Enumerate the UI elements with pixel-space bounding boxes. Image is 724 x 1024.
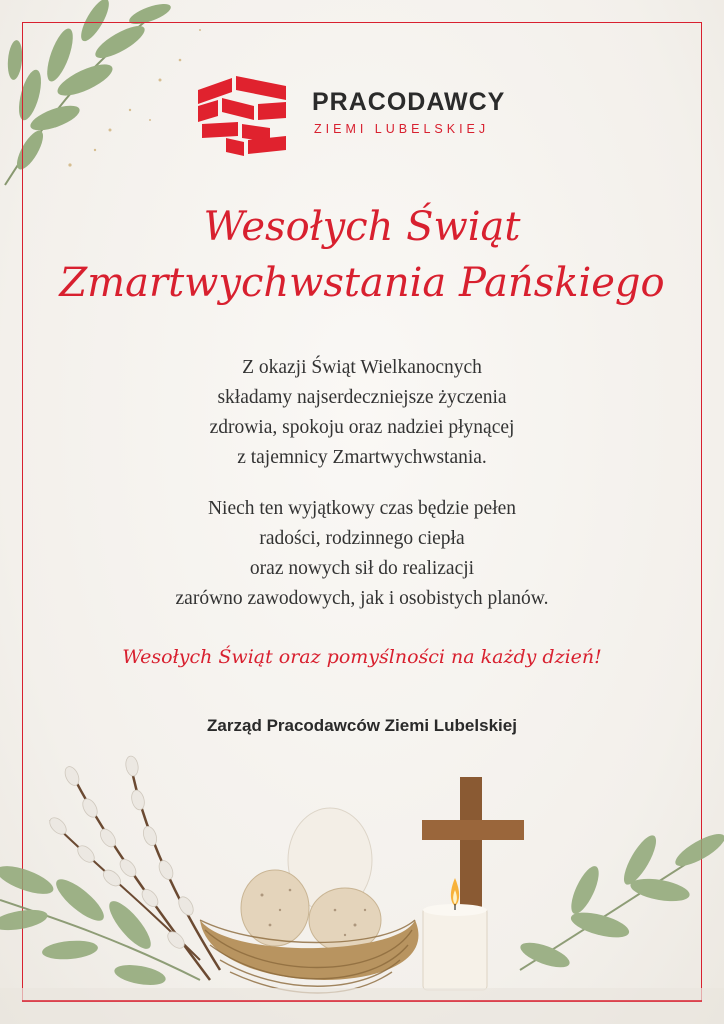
greeting-line-2: Zmartwychwstania Pańskiego [59, 260, 665, 306]
leaf-branch-icon [517, 828, 724, 972]
message-line: zdrowia, spokoju oraz nadziei płynącej [209, 417, 515, 438]
message-line: Niech ten wyjątkowy czas będzie pełen [207, 498, 517, 519]
message-line: Z okazji Świąt Wielkanocnych [242, 357, 482, 378]
logo-title: PRACODAWCY [312, 88, 506, 116]
message-paragraph-2 [0, 494, 724, 614]
message-line: oraz nowych sił do realizacji [249, 558, 475, 579]
easter-illustration [0, 750, 724, 1024]
egg-nest-icon [200, 808, 418, 993]
message-line: składamy najserdeczniejsze życzenia [217, 387, 507, 408]
closing-wish: Wesołych Świąt oraz pomyślności na każdy dzień! [122, 646, 602, 668]
message-line: z tajemnicy Zmartwychwstania. [237, 447, 487, 468]
message-line: zarówno zawodowych, jak i osobistych planów. [175, 588, 549, 609]
greeting-line-1: Wesołych Świąt [203, 204, 521, 250]
logo-mark-icon [198, 76, 298, 162]
message-line: radości, rodzinnego ciepła [259, 528, 465, 549]
signature: Zarząd Pracodawców Ziemi Lubelskiej [207, 716, 517, 735]
logo-subtitle: ZIEMI LUBELSKIEJ [314, 122, 490, 136]
message-paragraph-1 [0, 353, 724, 473]
logo [198, 76, 528, 162]
